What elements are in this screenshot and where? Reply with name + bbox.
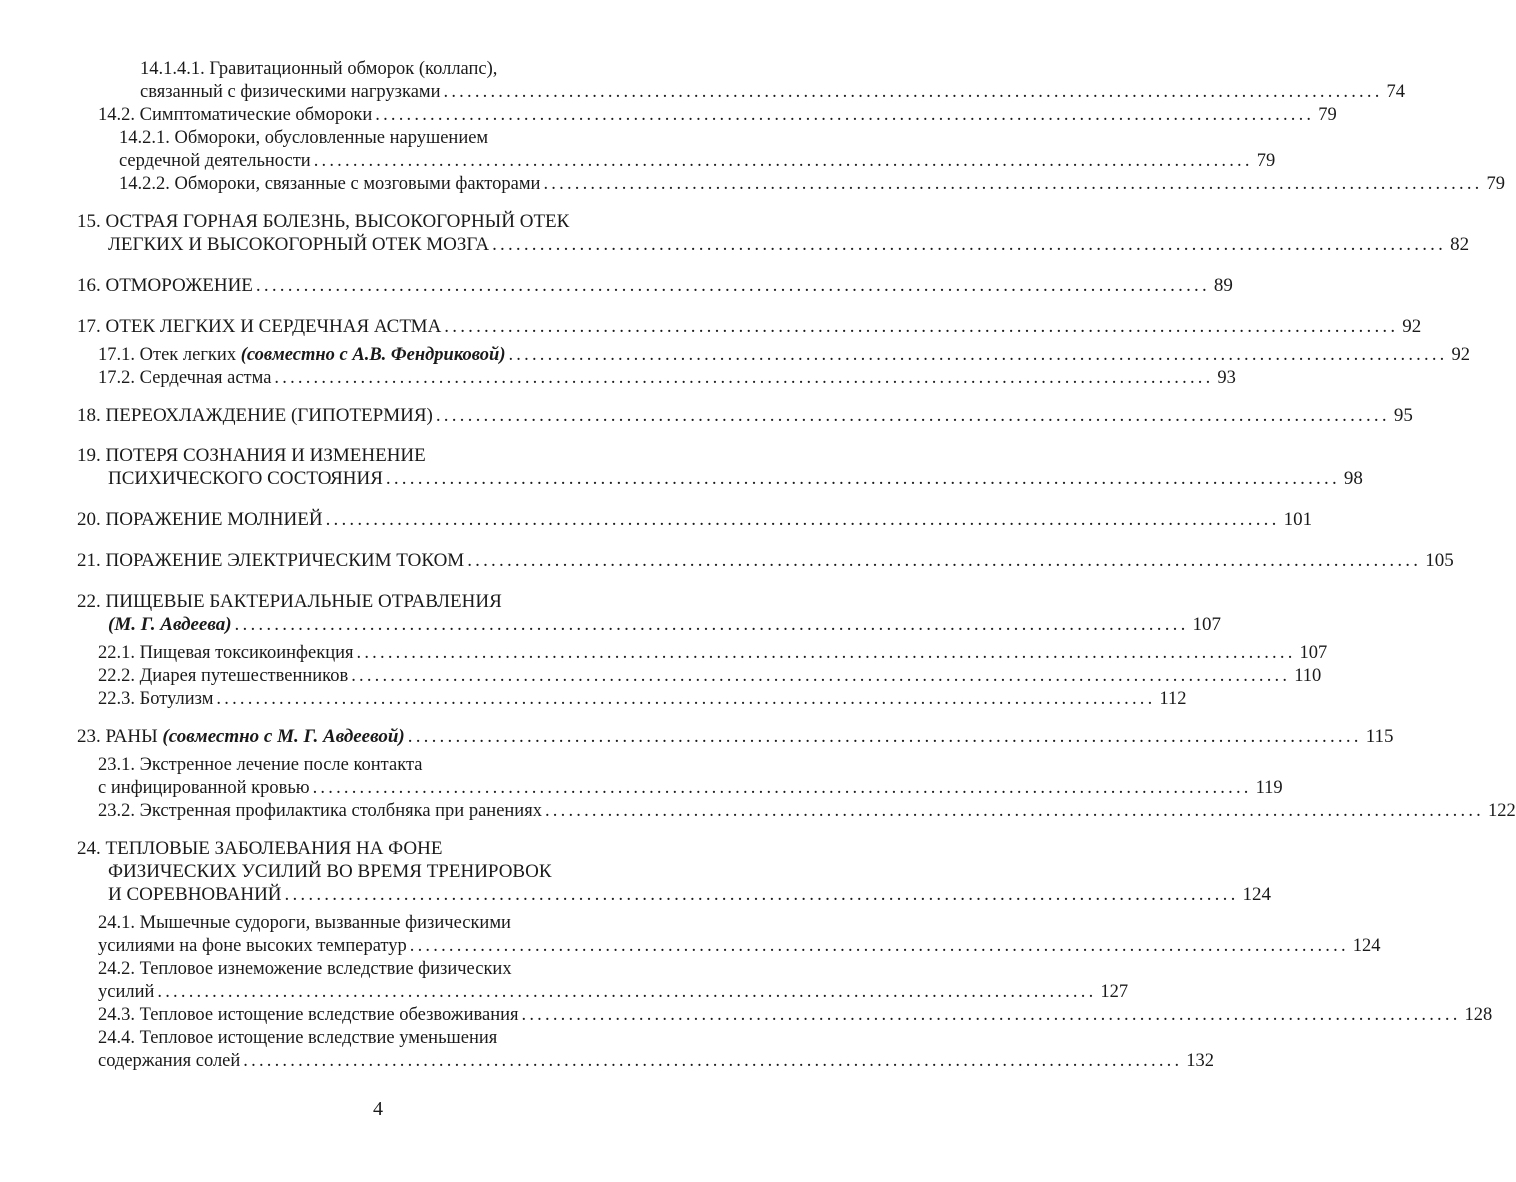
leader-dots: ........................................................................................................................ bbox=[325, 509, 1280, 530]
toc-entry-title: И СОРЕВНОВАНИЙ bbox=[108, 884, 282, 905]
leader-dots: ........................................................................................................................ bbox=[356, 643, 1296, 663]
leader-dots: ........................................................................................................................ bbox=[407, 726, 1362, 747]
toc-entry-23-2 bbox=[0, 800, 1516, 823]
toc-entry-lead bbox=[0, 467, 1363, 490]
toc-entry-line: 22. ПИЩЕВЫЕ БАКТЕРИАЛЬНЫЕ ОТРАВЛЕНИЯ bbox=[77, 591, 502, 612]
toc-entry-title: 22.2. Диарея путешественников bbox=[98, 666, 349, 686]
leader-dots: ........................................................................................................................ bbox=[312, 778, 1252, 798]
toc-entry-page: 115 bbox=[1365, 726, 1394, 747]
toc-entry-line: 23.1. Экстренное лечение после контакта bbox=[98, 755, 423, 775]
toc-entry-lead bbox=[0, 665, 1322, 688]
toc-entry-14-2 bbox=[0, 104, 1337, 127]
toc-entry-page: 122 bbox=[1487, 801, 1516, 821]
toc-entry-page: 98 bbox=[1343, 468, 1363, 489]
leader-dots: ........................................................................................................................ bbox=[544, 801, 1484, 821]
toc-entry-lead bbox=[0, 800, 1516, 823]
toc-entry-22-1 bbox=[0, 642, 1328, 665]
toc-entry-line: 19. ПОТЕРЯ СОЗНАНИЯ И ИЗМЕНЕНИЕ bbox=[77, 445, 426, 466]
toc-entry-lead bbox=[0, 233, 1470, 256]
toc-entry-21 bbox=[0, 549, 1454, 572]
toc-entry-page: 101 bbox=[1283, 509, 1313, 530]
toc-entry-22-3 bbox=[0, 688, 1187, 711]
leader-dots: ........................................................................................................................ bbox=[508, 345, 1448, 365]
toc-entry-title: усилий bbox=[98, 982, 155, 1002]
toc-entry-17-1 bbox=[0, 344, 1470, 367]
toc-entry-line: ФИЗИЧЕСКИХ УСИЛИЙ ВО ВРЕМЯ ТРЕНИРОВОК bbox=[108, 861, 552, 882]
toc-entry-title: с инфицированной кровью bbox=[98, 778, 310, 798]
toc-entry-lead bbox=[0, 935, 1381, 958]
leader-dots: ........................................................................................................................ bbox=[435, 405, 1390, 426]
leader-dots: ........................................................................................................................ bbox=[467, 550, 1422, 571]
toc-entry-title: ПСИХИЧЕСКОГО СОСТОЯНИЯ bbox=[108, 468, 383, 489]
toc-entry-page: 105 bbox=[1425, 550, 1454, 571]
toc-entry-page: 95 bbox=[1393, 405, 1413, 426]
leader-dots: ........................................................................................................................ bbox=[444, 316, 1399, 337]
toc-entry-title: 20. ПОРАЖЕНИЕ МОЛНИЕЙ bbox=[77, 509, 323, 530]
toc-entry-page: 132 bbox=[1186, 1051, 1215, 1071]
toc-entry-page: 119 bbox=[1255, 778, 1283, 798]
leader-dots: ........................................................................................................................ bbox=[157, 982, 1097, 1002]
toc-entry-17-2 bbox=[0, 367, 1236, 390]
toc-entry-title-group bbox=[77, 725, 405, 748]
toc-entry-lead bbox=[0, 508, 1313, 531]
leader-dots: ........................................................................................................................ bbox=[385, 468, 1340, 489]
toc-entry-title-group bbox=[98, 344, 505, 367]
toc-entry-17 bbox=[0, 315, 1422, 338]
toc-entry-title: связанный с физическими нагрузками bbox=[140, 82, 441, 102]
toc-entry-page: 124 bbox=[1242, 884, 1272, 905]
toc-entry-page: 127 bbox=[1100, 982, 1129, 1002]
toc-entry-title: усилиями на фоне высоких температур bbox=[98, 936, 407, 956]
toc-entry-lead bbox=[0, 549, 1454, 572]
toc-entry-lead bbox=[0, 173, 1505, 196]
leader-dots: ........................................................................................................................ bbox=[492, 234, 1447, 255]
leader-dots: ........................................................................................................................ bbox=[543, 174, 1483, 194]
toc-entry-title: 23.2. Экстренная профилактика столбняка при ранениях bbox=[98, 801, 542, 821]
toc-entry-title: 14.2.2. Обмороки, связанные с мозговыми факторами bbox=[119, 174, 541, 194]
toc-entry-22 bbox=[0, 590, 1222, 636]
leader-dots: ........................................................................................................................ bbox=[351, 666, 1291, 686]
toc-entry-title: 18. ПЕРЕОХЛАЖДЕНИЕ (ГИПОТЕРМИЯ) bbox=[77, 405, 433, 426]
toc-entry-line: 14.1.4.1. Гравитационный обморок (коллапс), bbox=[140, 59, 498, 79]
toc-entry-14-2-1 bbox=[0, 127, 1276, 173]
toc-entry-lead bbox=[0, 274, 1233, 297]
toc-entry-line: 24.1. Мышечные судороги, вызванные физическими bbox=[98, 913, 511, 933]
toc-entry-title: 17. ОТЕК ЛЕГКИХ И СЕРДЕЧНАЯ АСТМА bbox=[77, 316, 442, 337]
table-of-contents bbox=[0, 58, 1516, 1073]
toc-entry-coauthor: (совместно с А.В. Фендриковой) bbox=[240, 345, 506, 365]
toc-entry-lead bbox=[0, 1050, 1215, 1073]
leader-dots: ........................................................................................................................ bbox=[274, 368, 1214, 388]
toc-entry-14-1-4-1 bbox=[0, 58, 1406, 104]
toc-entry-line: 24.2. Тепловое изнеможение вследствие физических bbox=[98, 959, 512, 979]
toc-entry-lead bbox=[0, 725, 1394, 748]
toc-entry-lead bbox=[0, 81, 1406, 104]
toc-entry-lead bbox=[0, 104, 1337, 127]
toc-entry-page: 93 bbox=[1217, 368, 1236, 388]
toc-entry-24-1 bbox=[0, 912, 1381, 958]
toc-entry-line: 15. ОСТРАЯ ГОРНАЯ БОЛЕЗНЬ, ВЫСОКОГОРНЫЙ ОТЕК bbox=[77, 211, 570, 232]
toc-entry-title: 22.1. Пищевая токсикоинфекция bbox=[98, 643, 354, 663]
toc-entry-title: содержания солей bbox=[98, 1051, 241, 1071]
toc-entry-title: 21. ПОРАЖЕНИЕ ЭЛЕКТРИЧЕСКИМ ТОКОМ bbox=[77, 550, 465, 571]
toc-entry-lead bbox=[0, 642, 1328, 665]
leader-dots: ........................................................................................................................ bbox=[255, 275, 1210, 296]
toc-entry-page: 79 bbox=[1318, 105, 1337, 125]
toc-entry-lead bbox=[0, 777, 1283, 800]
toc-entry-24 bbox=[0, 837, 1272, 906]
leader-dots: ........................................................................................................................ bbox=[409, 936, 1349, 956]
toc-entry-title: 17.2. Сердечная астма bbox=[98, 368, 272, 388]
toc-entry-15 bbox=[0, 210, 1470, 256]
toc-entry-line: 14.2.1. Обмороки, обусловленные нарушением bbox=[119, 128, 489, 148]
toc-entry-coauthor: (М. Г. Авдеева) bbox=[108, 614, 232, 635]
toc-entry-page: 124 bbox=[1352, 936, 1381, 956]
toc-entry-line: 24.4. Тепловое истощение вследствие уменьшения bbox=[98, 1028, 498, 1048]
toc-entry-lead bbox=[0, 315, 1422, 338]
toc-entry-page: 128 bbox=[1464, 1005, 1493, 1025]
toc-entry-page: 82 bbox=[1450, 234, 1470, 255]
leader-dots: ........................................................................................................................ bbox=[375, 105, 1315, 125]
toc-entry-coauthor: (совместно с М. Г. Авдеевой) bbox=[162, 726, 405, 747]
toc-entry-title: 17.1. Отек легких bbox=[98, 345, 241, 365]
toc-entry-lead bbox=[0, 883, 1272, 906]
toc-entry-title: 16. ОТМОРОЖЕНИЕ bbox=[77, 275, 253, 296]
toc-entry-19 bbox=[0, 444, 1363, 490]
toc-entry-24-3 bbox=[0, 1004, 1493, 1027]
toc-entry-page: 107 bbox=[1299, 643, 1328, 663]
leader-dots: ........................................................................................................................ bbox=[443, 82, 1383, 102]
leader-dots: ........................................................................................................................ bbox=[243, 1051, 1183, 1071]
toc-entry-lead bbox=[0, 688, 1187, 711]
toc-entry-page: 79 bbox=[1486, 174, 1505, 194]
toc-entry-22-2 bbox=[0, 665, 1322, 688]
toc-entry-lead bbox=[0, 367, 1236, 390]
toc-entry-14-2-2 bbox=[0, 173, 1505, 196]
toc-entry-24-4 bbox=[0, 1027, 1215, 1073]
toc-entry-lead bbox=[0, 150, 1276, 173]
leader-dots: ........................................................................................................................ bbox=[521, 1005, 1461, 1025]
leader-dots: ........................................................................................................................ bbox=[216, 689, 1156, 709]
toc-entry-page: 110 bbox=[1294, 666, 1322, 686]
toc-entry-page: 112 bbox=[1159, 689, 1187, 709]
leader-dots: ........................................................................................................................ bbox=[313, 151, 1253, 171]
toc-entry-23-1 bbox=[0, 754, 1283, 800]
toc-entry-lead bbox=[0, 404, 1413, 427]
toc-entry-16 bbox=[0, 274, 1233, 297]
toc-entry-24-2 bbox=[0, 958, 1129, 1004]
toc-entry-page: 92 bbox=[1451, 345, 1470, 365]
toc-entry-title: 22.3. Ботулизм bbox=[98, 689, 214, 709]
toc-entry-23 bbox=[0, 725, 1394, 748]
toc-entry-title: сердечной деятельности bbox=[119, 151, 311, 171]
toc-entry-page: 92 bbox=[1402, 316, 1422, 337]
page-number: 4 bbox=[373, 1098, 383, 1120]
toc-entry-title: 23. РАНЫ bbox=[77, 726, 163, 747]
leader-dots: ........................................................................................................................ bbox=[234, 614, 1189, 635]
toc-entry-lead bbox=[0, 613, 1222, 636]
toc-entry-page: 79 bbox=[1256, 151, 1276, 171]
leader-dots: ........................................................................................................................ bbox=[284, 884, 1239, 905]
toc-entry-title: 14.2. Симптоматические обмороки bbox=[98, 105, 373, 125]
toc-entry-page: 107 bbox=[1192, 614, 1222, 635]
toc-entry-line: 24. ТЕПЛОВЫЕ ЗАБОЛЕВАНИЯ НА ФОНЕ bbox=[77, 838, 443, 859]
toc-entry-20 bbox=[0, 508, 1313, 531]
toc-entry-18 bbox=[0, 404, 1413, 427]
toc-entry-title: 24.3. Тепловое истощение вследствие обезвоживания bbox=[98, 1005, 519, 1025]
toc-entry-page: 89 bbox=[1213, 275, 1233, 296]
toc-entry-title: ЛЕГКИХ И ВЫСОКОГОРНЫЙ ОТЕК МОЗГА bbox=[108, 234, 490, 255]
toc-entry-lead bbox=[0, 981, 1129, 1004]
toc-entry-page: 74 bbox=[1386, 82, 1406, 102]
toc-entry-lead bbox=[0, 1004, 1493, 1027]
toc-entry-lead bbox=[0, 344, 1470, 367]
